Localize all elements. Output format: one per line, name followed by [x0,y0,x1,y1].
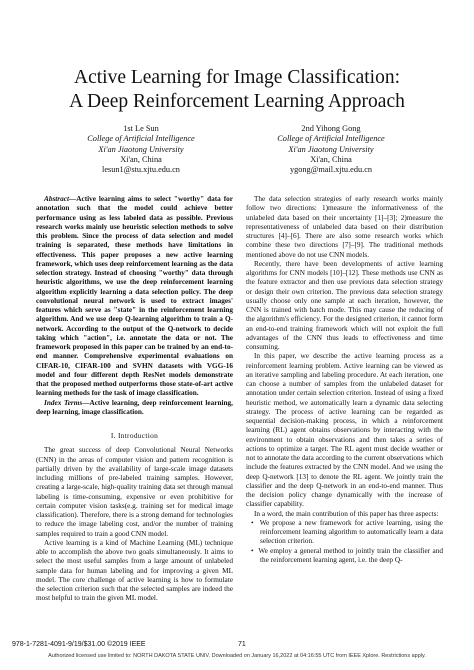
bullet-item: • We propose a new framework for active learning, using the reinforcement learning algorithm to automatically learn a data selection criterion. [251,518,443,546]
paragraph: In this paper, we describe the active learning process as a reinforcement learning problem. Active learning can be viewed as an iterative sampling and labeling procedure. At each iteration, one can choose a number of samples from the unlabeled dataset for annotation under certain selection criterion. Instead of using a fixed heuristic method, we automatically learn a dynamic data selecting strategy. The process of active learning can be regarded as sequential decision-making process, in which a reinforcement learning (RL) agent obtains observations by interacting with the environment to obtain observations and then takes a series of actions to optimize a target. The RL agent must decide weather or not to annotate the data according to the current observations which include the features extracted by the CNN model. And we using the deep Q-network [13] to denote the RL agent. We jointly train the classifier and the deep Q-network in an end-to-end manner. Thus the decision policy change dynamically with the increase of classifier capability. [246,352,443,509]
author-block-2 [251,124,411,175]
author-university: Xi'an Jiaotong University [288,144,374,154]
paper-title-line-2: A Deep Reinforcement Learning Approach [69,91,405,112]
author-block-1 [61,124,221,175]
bullet-item: • We employ a general method to jointly train the classifier and the reinforcement learning agent, i.e. the deep Q- [251,546,444,564]
paragraph: Recently, there have been developments of active learning algorithms for CNN models [10]–[12]. These methods use CNN as the feature extractor and then use previous data selection strategy or design their own criterion. The previous data selection strategy usually choose only one sample at each iteration, however, the CNN is trained with batch mode. This may cause the reducing of the algorithm's efficiency. For the designed criterion, it cannot form an end-to-end training framework which will not exploit the full advantages of the CNN thus leads to effectiveness and time consuming. [246,259,443,351]
bullet-icon: • [251,546,259,555]
author-name: 2nd Yihong Gong [301,124,361,133]
index-terms-label: Index Terms [44,398,83,407]
bullet-icon: • [251,518,260,527]
paragraph: In a word, the main contribution of this paper has three aspects: [254,509,439,518]
abstract-text: —Active learning aims to select "worthy" data for annotation such that the model could achieve better performance using as less labeled data as possible. Previous research works mainly use heuristic selection methods to solve this problem. Since the process of data selection and model training is separated, these methods have limitations in effectiveness. This paper proposes a new active learning framework, which uses deep reinforcement learning as the data selection strategy. Instead of choosing "worthy" data through heuristic algorithms, we use the deep reinforcement learning algorithm explicitly learning a data selection policy. The deep convolutional neural network is used to extract images' features which serve as "state" in the reinforcement learning algorithm. And we use deep Q-learning algorithm to train a Q-network. According to the output of the Q-network to decide taking which "action", i.e. annotate the data or not. The framework proposed in this paper can be trained by an end-to-end manner. Comprehensive experimental evaluations on CIFAR-10, CIFAR-100 and SVHN datasets with VGG-16 model and four different depth ResNet models demonstrate that the proposed method outperforms those state-of-art active learning methods for the task of image classification. [36,195,233,398]
index-terms-text: —Active learning, deep reinforcement learning, deep learning, image classification. [36,398,233,416]
left-column [36,195,233,604]
author-name: 1st Le Sun [123,124,159,133]
page-number: 71 [238,641,246,648]
author-location: Xi'an, China [120,154,162,164]
author-affiliation: College of Artificial Intelligence [277,134,385,144]
author-location: Xi'an, China [310,154,352,164]
isbn-footer: 978-1-7281-4091-9/19/$31.00 ©2019 IEEE [12,641,146,648]
abstract-label: Abstract [44,195,69,203]
abstract [36,195,233,399]
author-university: Xi'an Jiaotong University [98,144,184,154]
section-heading: I. Introduction [110,431,159,440]
index-terms [36,399,233,418]
paragraph: The data selection strategies of early research works mainly follow two directions: 1)measure the informativeness of the unlabeled data based on their uncertainty [1]–[3]; 2)measure the representativeness of unlabeled data based on their distribution structures [4]–[6]. There are also some research works which combine these two directions [7]–[9]. The traditional methods mentioned above do not use CNN models. [246,195,443,259]
author-affiliation: College of Artificial Intelligence [87,134,195,144]
paragraph: Active learning is a kind of Machine Learning (ML) technique able to accomplish the above two goals simultaneously. It aims to select the most useful samples from a large amount of unlabeled sample data for human labeling and for improving a given ML model. The core challenge of active learning is how to formulate the selection criterion such that the selected samples are indeed the most helpful to train the given ML model. [36,538,233,603]
author-email: lesun1@stu.xjtu.edu.cn [102,165,180,175]
license-footer: Authorized licensed use limited to: NORTH DAKOTA STATE UNIV. Downloaded on January 16,2022 at 04:16:55 UTC from IEEE Xplore. Restrictions apply. [48,653,426,659]
paragraph: The great success of deep Convolutional Neural Networks (CNN) in the areas of computer vision and pattern recognition is partially driven by the availability of large-scale image datasets including millions of pre-labeled training samples. However, creating a large-scale, high-quality training data set through manual labeling is time-consuming, expensive or even prohibitive for certain computer vision tasks(e.g. training set for medical image classification). Therefore, there is a strong demand for technologies to reduce the image labeling cost, and/or the number of training samples required to train a good CNN model. [36,446,233,538]
author-email: ygong@mail.xjtu.edu.cn [289,165,373,175]
paper-title-line-1: Active Learning for Image Classification: [74,67,400,88]
right-column [246,195,443,565]
